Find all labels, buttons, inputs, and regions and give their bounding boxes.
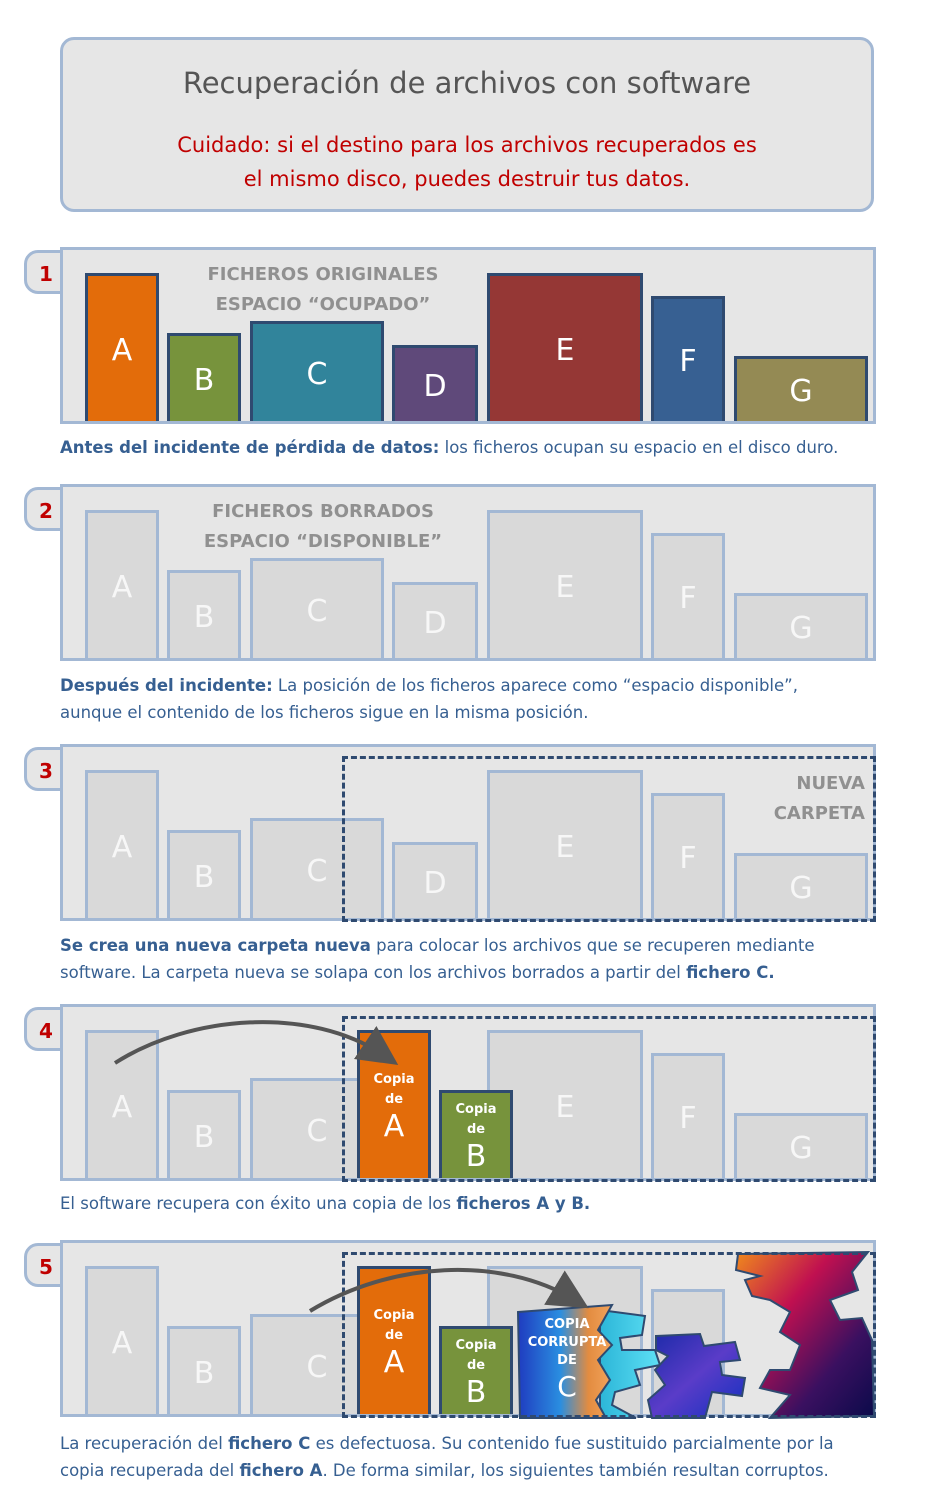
file-b: B: [167, 830, 241, 921]
file-a: A: [85, 510, 159, 661]
file-f: F: [651, 533, 725, 661]
step-1-caption: Antes del incidente de pérdida de datos: los ficheros ocupan su espacio en el disco duro.: [60, 438, 839, 457]
diagram-title: Recuperación de archivos con software: [182, 66, 752, 100]
file-f: F: [651, 1053, 725, 1181]
copy-of-b: Copia de B: [439, 1090, 513, 1181]
file-a: A: [85, 770, 159, 921]
file-a: A: [85, 273, 159, 424]
step-2-caption: Después del incidente: La posición de los ficheros aparece como “espacio disponible”, aunque el contenido de los ficheros sigue en la misma posición.: [60, 676, 798, 722]
file-c: C: [250, 1078, 384, 1181]
file-a: A: [85, 1266, 159, 1417]
step-4-number: 4: [24, 1007, 84, 1051]
file-g: G: [734, 593, 868, 661]
file-a: A: [85, 1030, 159, 1181]
file-d: D: [392, 842, 478, 921]
file-d: D: [392, 345, 478, 424]
file-b: B: [167, 570, 241, 661]
step-5-caption: La recuperación del fichero C es defectuosa. Su contenido fue sustituido parcialmente por la copia recuperada del fichero A. De forma similar, los siguientes también resultan corruptos.: [60, 1434, 834, 1480]
arrow-copy-a-to-corrupt-c: [310, 1270, 575, 1311]
file-g: G: [734, 1113, 868, 1181]
file-g: G: [734, 853, 868, 921]
file-c: C: [250, 1314, 384, 1417]
file-c: C: [250, 321, 384, 424]
file-c: C: [250, 558, 384, 661]
file-c: C: [250, 818, 384, 921]
file-d: D: [392, 582, 478, 661]
file-b: B: [167, 333, 241, 424]
file-b: B: [167, 1090, 241, 1181]
corrupt-copy-c-label: COPIA CORRUPTA DE C: [527, 1317, 607, 1403]
file-e: E: [487, 510, 643, 661]
arrow-a-to-copy-a: [115, 1022, 385, 1063]
step-4-caption: El software recupera con éxito una copia de los ficheros A y B.: [60, 1194, 591, 1213]
file-b: B: [167, 1326, 241, 1417]
file-e: E: [487, 273, 643, 424]
step-1-number: 1: [24, 250, 84, 294]
file-e: E: [487, 1030, 643, 1181]
step-5-number: 5: [24, 1243, 84, 1287]
copy-of-b: Copia de B: [439, 1326, 513, 1417]
step-2-number: 2: [24, 487, 84, 531]
file-f: F: [651, 296, 725, 424]
original-files-label: FICHEROS ORIGINALES ESPACIO “OCUPADO”: [207, 264, 439, 315]
copy-of-a: Copia de A: [357, 1030, 431, 1181]
deleted-files-label: FICHEROS BORRADOS ESPACIO “DISPONIBLE”: [203, 501, 443, 552]
warning-line-2: el mismo disco, puedes destruir tus datos.: [243, 167, 691, 191]
copy-of-a: Copia de A: [357, 1266, 431, 1417]
step-3-caption: Se crea una nueva carpeta nueva para colocar los archivos que se recuperen mediante software. La carpeta nueva se solapa con los archivos borrados a partir del fichero C.: [60, 936, 815, 982]
file-e: E: [487, 770, 643, 921]
warning-line-1: Cuidado: si el destino para los archivos recuperados es: [177, 133, 757, 157]
step-3-number: 3: [24, 747, 84, 791]
file-g: G: [734, 356, 868, 424]
new-folder-label: NUEVA CARPETA: [773, 773, 865, 824]
file-f: F: [651, 793, 725, 921]
